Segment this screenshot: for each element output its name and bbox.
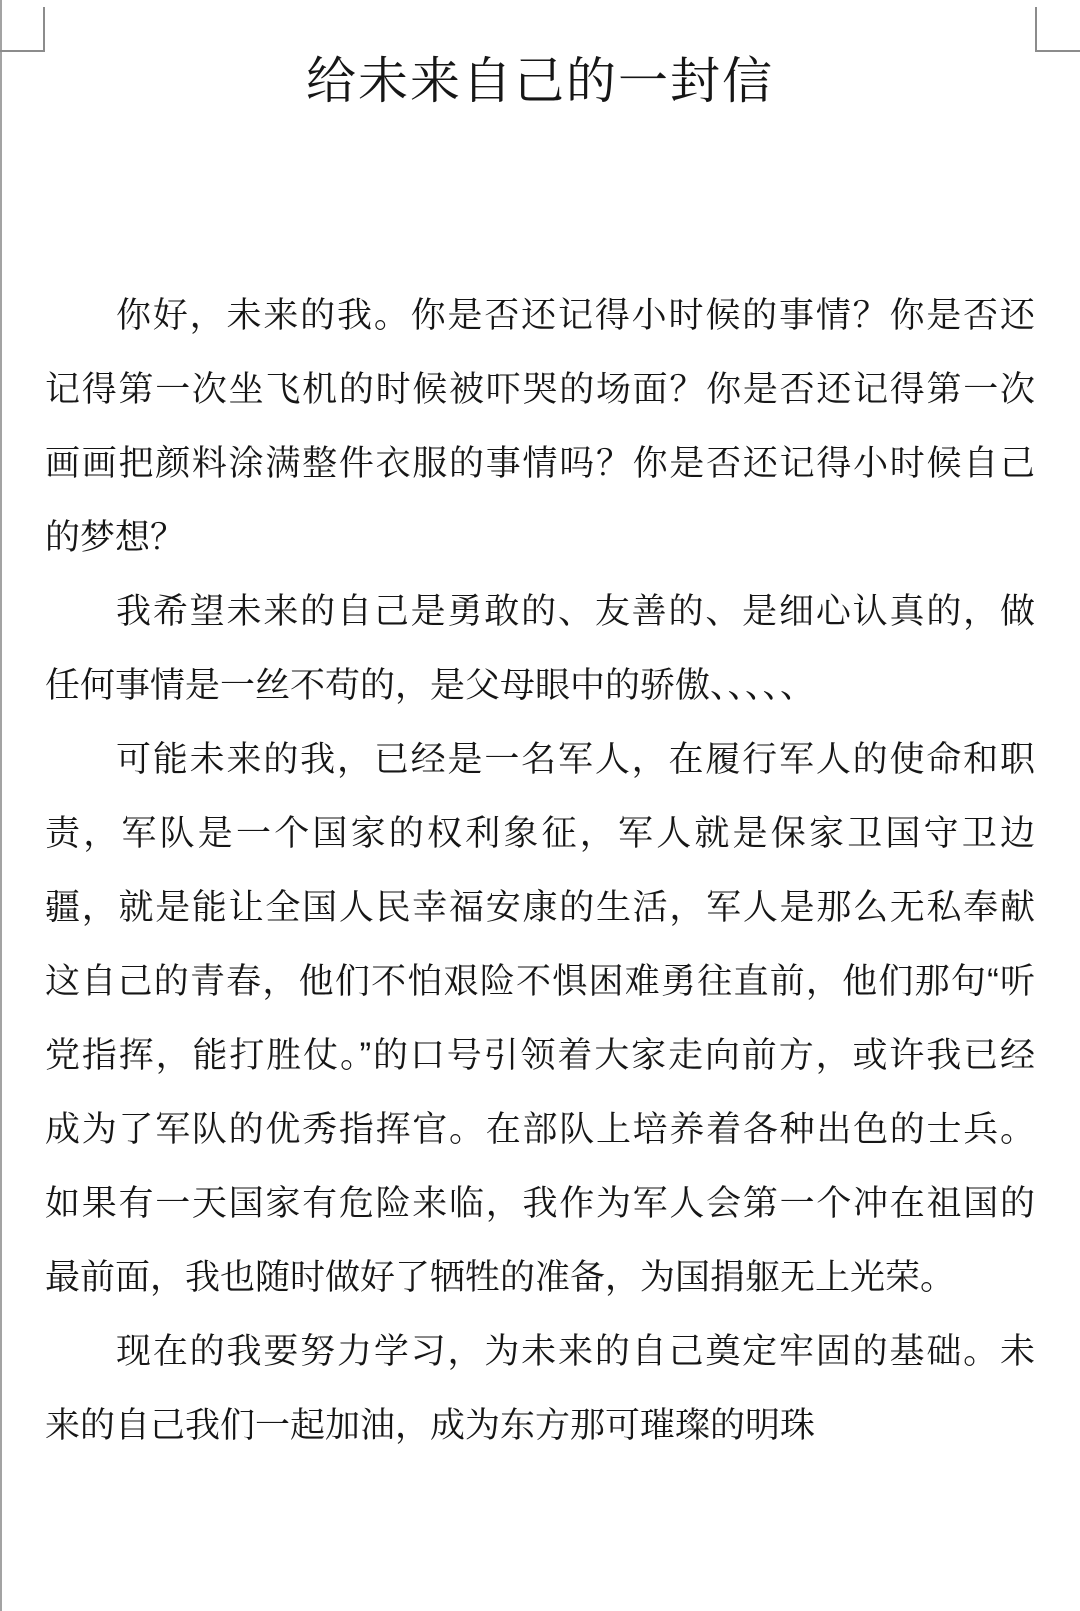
text-line: 的梦想？ xyxy=(45,518,186,557)
paragraph xyxy=(45,575,1035,723)
text-line: 现在的我要努力学习，为未来的自己奠定牢固的基础。未 xyxy=(116,1332,1035,1371)
text-line: 我希望未来的自己是勇敢的、友善的、是细心认真的，做 xyxy=(116,592,1035,631)
text-line: 党指挥，能打胜仗。”的口号引领着大家走向前方，或许我已经 xyxy=(45,1036,1035,1075)
paragraph xyxy=(45,1315,1035,1463)
text-line: 记得第一次坐飞机的时候被吓哭的场面？你是否还记得第一次 xyxy=(45,370,1035,409)
text-line: 如果有一天国家有危险来临，我作为军人会第一个冲在祖国的 xyxy=(45,1184,1035,1223)
text-line: 最前面，我也随时做好了牺牲的准备，为国捐躯无上光荣。 xyxy=(45,1258,956,1297)
text-line: 可能未来的我，已经是一名军人，在履行军人的使命和职 xyxy=(116,740,1035,779)
text-line: 你好，未来的我。你是否还记得小时候的事情？你是否还 xyxy=(116,296,1035,335)
text-line: 成为了军队的优秀指挥官。在部队上培养着各种出色的士兵。 xyxy=(45,1110,1035,1149)
top-left-margin-crop-mark xyxy=(0,7,45,52)
page-left-edge-line xyxy=(0,0,2,1611)
text-line: 任何事情是一丝不苟的，是父母眼中的骄傲、、、、、 xyxy=(45,666,816,705)
paragraph xyxy=(45,279,1035,575)
text-line: 疆，就是能让全国人民幸福安康的生活，军人是那么无私奉献 xyxy=(45,888,1035,927)
paragraph xyxy=(45,723,1035,1315)
top-right-margin-crop-mark xyxy=(1035,7,1080,52)
text-line: 责，军队是一个国家的权利象征，军人就是保家卫国守卫边 xyxy=(45,814,1035,853)
text-line: 这自己的青春，他们不怕艰险不惧困难勇往直前，他们那句“听 xyxy=(45,962,1035,1001)
document-title: 给未来自己的一封信 xyxy=(306,53,774,109)
document-body xyxy=(45,279,1035,1463)
text-line: 来的自己我们一起加油，成为东方那可璀璨的明珠 xyxy=(45,1406,816,1445)
text-line: 画画把颜料涂满整件衣服的事情吗？你是否还记得小时候自己 xyxy=(45,444,1035,483)
